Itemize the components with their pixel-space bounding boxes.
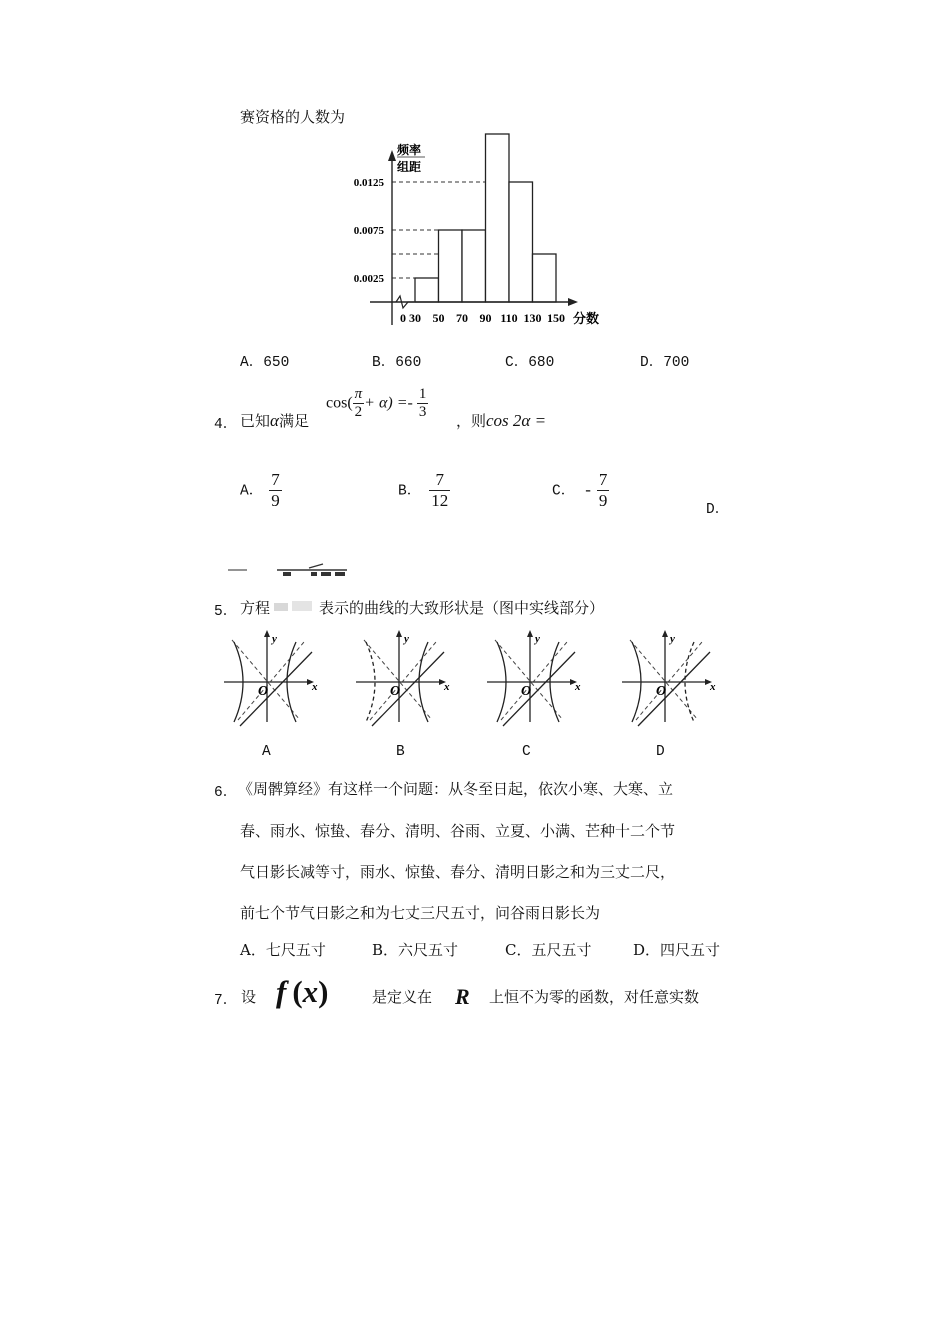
broken-formula-fragment — [225, 558, 355, 582]
asymptote — [495, 640, 563, 720]
q5-label-d: D — [656, 744, 665, 760]
q5-text-b: 表示的曲线的大致形状是（图中实线部分） — [319, 599, 605, 617]
q7-text-set: 设 — [241, 988, 257, 1006]
y-tick-label: 0.0075 — [353, 225, 384, 237]
q4-text-then: ，则cos 2α = — [456, 411, 547, 430]
y-axis-arrow — [264, 630, 270, 637]
y-axis-label: y — [272, 633, 277, 645]
solid-line — [503, 652, 575, 726]
q5-label-a: A — [262, 744, 271, 760]
x-tick-label: 110 — [500, 311, 518, 325]
histogram-bar — [415, 278, 439, 302]
y-axis-arrow — [396, 630, 402, 637]
x-axis-arrow — [568, 298, 578, 306]
q3-stem-tail: 赛资格的人数为 — [240, 108, 346, 126]
asymptote — [370, 642, 436, 720]
asymptote — [501, 642, 567, 720]
q4-text-given: 已知α满足 — [240, 411, 309, 430]
y-axis-title-top: 频率 — [397, 143, 422, 157]
q4-option-d: D． — [706, 502, 730, 518]
blurred-equation-image — [272, 597, 318, 617]
asymptote — [232, 640, 300, 720]
asymptote — [238, 642, 304, 720]
histogram-bar — [439, 230, 463, 302]
q4-number: 4． — [214, 417, 238, 433]
q5-graphs — [0, 620, 950, 730]
x-axis-label: x — [312, 681, 318, 693]
q6-number: 6． — [214, 785, 238, 801]
q7-text-defined: 是定义在 — [372, 988, 433, 1006]
q7-function-fx: f (x) — [276, 974, 329, 1009]
q4-option-a: A． $\frac{7}{9}$ — [240, 470, 280, 510]
solid-line — [638, 652, 710, 726]
origin-label: O — [521, 684, 532, 699]
x-axis-label: x — [710, 681, 716, 693]
q5-label-c: C — [522, 744, 531, 760]
x-tick-label: 90 — [479, 311, 492, 325]
graph-d — [622, 630, 716, 726]
solid-line — [372, 652, 444, 726]
y-tick-label: 0.0125 — [353, 177, 384, 189]
x-tick-label: 130 — [523, 311, 542, 325]
origin-label: O — [390, 684, 401, 699]
q7-symbol-r: R — [455, 984, 470, 1009]
y-tick-label: 0.0025 — [353, 273, 384, 285]
q3-option-d: D．700 — [640, 355, 690, 371]
x-axis-label: x — [575, 681, 581, 693]
q5-label-b: B — [396, 744, 405, 760]
graph-a — [224, 630, 318, 726]
histogram-bar — [486, 134, 510, 302]
solid-line — [240, 652, 312, 726]
asymptote — [364, 640, 432, 720]
y-axis-arrow — [527, 630, 533, 637]
q4-option-c: C． - $\frac{7}{9}$ — [552, 470, 608, 510]
q6-line-2: 春、雨水、惊蛰、春分、清明、谷雨、立夏、小满、芒种十二个节 — [240, 822, 676, 840]
asymptote — [630, 640, 698, 720]
graph-b — [356, 630, 450, 726]
q6-option-c: C．五尺五寸 — [505, 941, 592, 959]
y-axis-title-bottom: 组距 — [397, 160, 422, 174]
histogram-bar — [509, 182, 533, 302]
origin-label: O — [258, 684, 269, 699]
q6-line-3: 气日影长减等寸，雨水、惊蛰、春分、清明日影之和为三丈二尺， — [240, 863, 676, 881]
y-axis-label: y — [535, 633, 540, 645]
x-tick-label: 30 — [409, 311, 421, 325]
q6-option-a: A．七尺五寸 — [240, 941, 326, 959]
q3-option-c: C．680 — [505, 355, 555, 371]
q6-option-b: B．六尺五寸 — [372, 941, 459, 959]
q6-line-1: 《周髀算经》有这样一个问题：从冬至日起，依次小寒、大寒、立 — [238, 780, 674, 798]
y-axis-label: y — [670, 633, 675, 645]
histogram-bar — [533, 254, 557, 302]
q5-number: 5． — [214, 604, 238, 620]
x-tick-label: 150 — [547, 311, 565, 325]
x-axis-label: x — [444, 681, 450, 693]
y-axis-label: y — [404, 633, 409, 645]
q4-option-b: B． $\frac{7}{12}$ — [398, 470, 449, 510]
origin-label: O — [656, 684, 667, 699]
q4-equation: cos( $\frac{\pi}{2}$ + α) =- $\frac{1}{3}$ — [326, 386, 427, 421]
x-tick-label: 0 — [400, 311, 406, 325]
asymptote — [636, 642, 702, 720]
q7-text-tail: 上恒不为零的函数，对任意实数 — [489, 988, 700, 1006]
q5-text-a: 方程 — [240, 599, 271, 617]
q7-number: 7． — [214, 993, 238, 1009]
frequency-histogram — [0, 0, 950, 340]
q6-line-4: 前七个节气日影之和为七丈三尺五寸，问谷雨日影长为 — [240, 904, 601, 922]
q3-option-b: B．660 — [372, 355, 422, 371]
graph-c — [487, 630, 581, 726]
histogram-bar — [462, 230, 486, 302]
x-axis-title: 分数 — [573, 311, 600, 326]
q6-option-d: D．四尺五寸 — [633, 941, 721, 959]
y-axis-arrow — [388, 150, 396, 161]
q3-option-a: A．650 — [240, 355, 290, 371]
x-tick-label: 70 — [456, 311, 468, 325]
x-tick-label: 50 — [432, 311, 445, 325]
y-axis-arrow — [662, 630, 668, 637]
